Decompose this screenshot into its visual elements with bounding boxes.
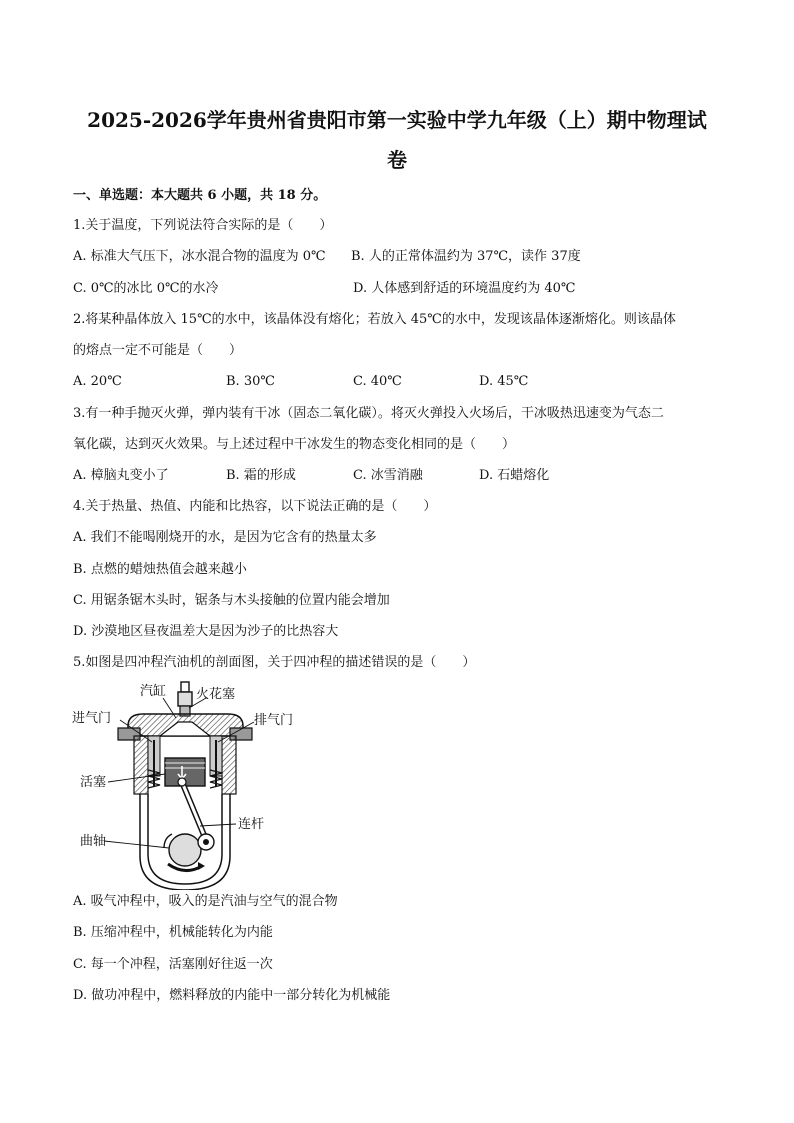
exam-title-line2: 卷: [387, 148, 407, 172]
q4-stem: 4.关于热量、热值、内能和比热容，以下说法正确的是（ ）: [73, 499, 437, 514]
q3-option-c: C. 冰雪消融: [353, 468, 423, 483]
q2-option-c: C. 40℃: [353, 374, 402, 389]
q3-option-a: A. 樟脑丸变小了: [73, 468, 169, 483]
q2-option-a: A. 20℃: [73, 374, 122, 389]
spark-plug-shape: [178, 682, 192, 716]
q3-stem-line1: 3.有一种手抛灭火弹，弹内装有干冰（固态二氧化碳）。将灭火弹投入火场后，干冰吸热迅速变为气态二: [73, 406, 664, 421]
label-spark-plug: 火花塞: [196, 687, 236, 702]
exam-title-line1: 2025-2026学年贵州省贵阳市第一实验中学九年级（上）期中物理试: [87, 108, 707, 132]
q5-stem: 5.如图是四冲程汽油机的剖面图，关于四冲程的描述错误的是（ ）: [73, 655, 476, 670]
label-piston: 活塞: [80, 775, 107, 790]
q2-stem-line1: 2.将某种晶体放入 15℃的水中，该晶体没有熔化；若放入 45℃的水中，发现该晶体逐渐熔化。则该晶体: [73, 312, 676, 327]
q5-option-c: C. 每一个冲程，活塞刚好往返一次: [73, 957, 273, 972]
label-intake-valve: 进气门: [72, 711, 112, 726]
q2-stem-line2: 的熔点一定不可能是（ ）: [73, 343, 243, 358]
q3-option-d: D. 石蜡熔化: [479, 468, 550, 483]
q2-option-b: B. 30℃: [226, 374, 275, 389]
label-exhaust-valve: 排气门: [254, 713, 294, 728]
q5-option-d: D. 做功冲程中，燃料释放的内能中一部分转化为机械能: [73, 988, 391, 1003]
q4-option-b: B. 点燃的蜡烛热值会越来越小: [73, 562, 247, 577]
label-connecting-rod: 连杆: [238, 817, 265, 832]
q5-option-b: B. 压缩冲程中，机械能转化为内能: [73, 925, 273, 940]
section-heading: 一、单选题：本大题共 6 小题，共 18 分。: [73, 188, 327, 203]
q5-option-a: A. 吸气冲程中，吸入的是汽油与空气的混合物: [73, 894, 338, 909]
q1-option-a: A. 标准大气压下，冰水混合物的温度为 0℃: [73, 249, 326, 264]
q4-option-d: D. 沙漠地区昼夜温差大是因为沙子的比热容大: [73, 624, 339, 639]
q1-option-c: C. 0℃的冰比 0℃的水冷: [73, 281, 219, 296]
label-crankshaft: 曲轴: [80, 834, 107, 849]
q3-option-b: B. 霜的形成: [226, 468, 296, 483]
engine-cross-section-figure: [68, 678, 308, 890]
q4-option-a: A. 我们不能喝刚烧开的水，是因为它含有的热量太多: [73, 530, 377, 545]
q3-stem-line2: 氧化碳，达到灭火效果。与上述过程中干冰发生的物态变化相同的是（ ）: [73, 437, 516, 452]
q1-option-d: D. 人体感到舒适的环境温度约为 40℃: [353, 281, 576, 296]
crankshaft-shape: [164, 834, 214, 871]
connecting-rod-shape: [178, 778, 206, 840]
label-cylinder: 汽缸: [140, 684, 167, 699]
q1-stem: 1.关于温度，下列说法符合实际的是（ ）: [73, 218, 333, 233]
q4-option-c: C. 用锯条锯木头时，锯条与木头接触的位置内能会增加: [73, 593, 390, 608]
q1-option-b: B. 人的正常体温约为 37℃，读作 37度: [351, 249, 581, 264]
q2-option-d: D. 45℃: [479, 374, 529, 389]
